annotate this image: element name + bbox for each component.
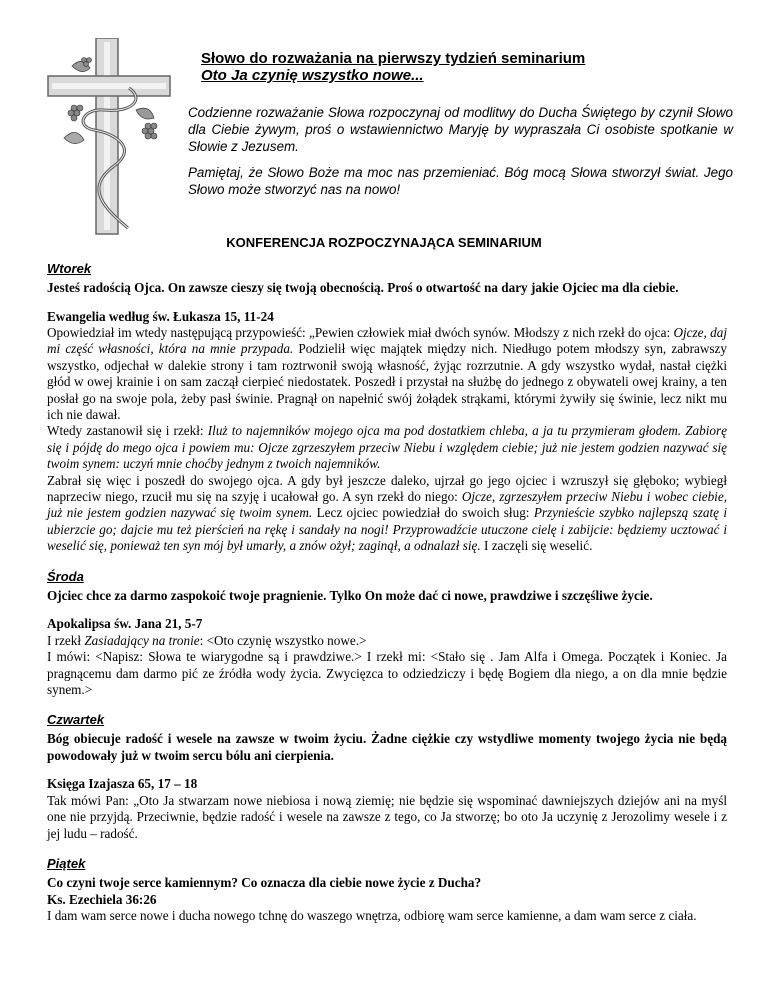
scripture-reference: Ewangelia według św. Łukasza 15, 11-24	[47, 308, 274, 324]
day-lead: Bóg obiecuje radość i wesele na zawsze w twoim życiu. Żadne ciężkie czy wstydliwe momenty twojego życia nie będą powodowały już w twoim sercu bólu ani cierpienia.	[47, 731, 727, 763]
text-run: Podzielił więc majątek między nich. Niedługo potem młodszy syn, zabrawszy wszystko, odjechał w dalekie strony i tam roztrwonił swoją własność, żyjąc rozrzutnie. A gdy wszystko wydał, nastał ciężki głód w owej krainie i on sam zaczął cierpieć niedostatek. Poszedł i przystał na służbę do jednego z obywateli owej krainy, a ten posłał go na swoje pola, żeby pasł świnie. Pragnął on napełnić swój żołądek strąkami, którymi żywiły się świnie, lecz nikt mu ich nie dawał.	[47, 341, 727, 423]
day-heading: Wtorek	[47, 261, 92, 276]
day-lead: Co czyni twoje serce kamiennym? Co oznacza dla ciebie nowe życie z Ducha?	[47, 875, 482, 891]
day-heading: Środa	[47, 568, 84, 584]
scripture-text	[47, 325, 727, 555]
scripture-text	[47, 793, 727, 842]
scripture-text	[47, 908, 727, 924]
day-section-tuesday	[47, 261, 727, 555]
scripture-paragraph: Tak mówi Pan: „Oto Ja stwarzam nowe niebiosa i nową ziemię; nie będzie się wspominać dawniejszych dziejów ani na myśl one nie przyjdą. Przeciwnie, będzie radość i wesele na zawsze z tego, co Ja stworzę; bo oto Ja uczynię z Jerozolimy wesele i z jej ludu – radość.	[47, 792, 727, 841]
scripture-reference: Księga Izajasza 65, 17 – 18	[47, 776, 198, 792]
day-heading: Czwartek	[47, 712, 105, 728]
text-run: Zabrał się więc i poszedł do swojego ojca. A gdy był jeszcze daleko, ujrzał go jego ojciec i wzruszył się głęboko; wybiegł naprzeciw niego, rzucił mu się na szyję i ucałował go. A syn rzekł do niego:	[47, 472, 727, 505]
document-subtitle: Oto Ja czynię wszystko nowe...	[201, 67, 424, 84]
conference-heading: KONFERENCJA ROZPOCZYNAJĄCA SEMINARIUM	[226, 235, 542, 250]
day-section-thursday	[47, 712, 727, 842]
text-run-italic: Ojcze, zgrzeszyłem przeciw Niebu i wobec ciebie, już nie jestem godzien nazywać się twoim synem.	[47, 489, 727, 521]
scripture-text	[47, 633, 727, 699]
text-run: Lecz ojciec powiedział do swoich sług:	[312, 505, 534, 521]
day-section-wednesday	[47, 569, 727, 699]
scripture-paragraph	[47, 325, 727, 423]
text-run-italic: Ojcze, daj mi część własności, która na mnie przypada.	[47, 325, 727, 357]
day-section-friday	[47, 856, 727, 924]
scripture-reference: Ks. Ezechiela 36:26	[47, 891, 157, 907]
scripture-reference: Apokalipsa św. Jana 21, 5-7	[47, 616, 203, 632]
scripture-paragraph	[47, 423, 727, 472]
day-lead: Ojciec chce za darmo zaspokoić twoje pragnienie. Tylko On może dać ci nowe, prawdziwe i szczęśliwe życie.	[47, 587, 653, 603]
weekly-readings	[47, 261, 727, 938]
scripture-paragraph: I dam wam serce nowe i ducha nowego tchnę do waszego wnętrza, odbiorę wam serce kamienne, a dam wam serce z ciała.	[47, 908, 697, 924]
text-run: Wtedy zastanowił się i rzekł:	[47, 423, 208, 439]
day-heading: Piątek	[47, 856, 86, 872]
intro-paragraph: Codzienne rozważanie Słowa rozpoczynaj od modlitwy do Ducha Świętego by czynił Słowo dla Ciebie żywym, proś o wstawiennictwo Maryję by wypraszała Ci osobiste spotkanie w Słowie z Jezusem.	[188, 105, 733, 154]
text-run: I rzekł	[47, 632, 85, 648]
text-run: : <Oto czynię wszystko nowe.>	[199, 632, 367, 648]
scripture-paragraph: I mówi: <Napisz: Słowa te wiarygodne są i prawdziwe.> I rzekł mi: <Stało się . Jam Alfa i Omega. Początek i Koniec. Ja pragnącemu dam darmo pić ze źródła wody życia. Zwycięzca to odziedziczy i będę Bogiem dla niego, a on dla mnie będzie synem.>	[47, 649, 727, 697]
text-run-italic: Zasiadający na tronie	[84, 632, 200, 648]
intro-paragraph: Pamiętaj, że Słowo Boże ma moc nas przemieniać. Bóg mocą Słowa stworzył świat. Jego Słowo może stworzyć nas na nowo!	[188, 165, 733, 197]
cross-vine-logo	[44, 38, 174, 238]
document-title: Słowo do rozważania na pierwszy tydzień seminarium	[201, 50, 586, 67]
scripture-paragraph	[47, 633, 727, 649]
text-run: I zaczęli się weselić.	[480, 538, 593, 554]
text-run: Opowiedział im wtedy następującą przypowieść: „Pewien człowiek miał dwóch synów. Młodszy z nich rzekł do ojca:	[47, 325, 674, 340]
day-lead: Jesteś radością Ojca. On zawsze cieszy się twoją obecnością. Proś o otwartość na dary jakie Ojciec ma dla ciebie.	[47, 280, 679, 295]
text-run-italic: Iluż to najemników mojego ojca ma pod dostatkiem chleba, a ja tu przymieram głodem. Zabiorę się i pójdę do mego ojca i powiem mu: Ojcze zgrzeszyłem przeciw Niebu i względem ciebie; już nie jestem godzien nazywać się twoim synem: uczyń mnie choćby jednym z twoich najemników.	[47, 423, 727, 472]
text-run-italic: Przynieście szybko najlepszą szatę i ubierzcie go; dajcie mu też pierścień na rękę i sandały na nogi! Przyprowadźcie utuczone cielę i zabijcie: będziemy ucztować i weselić się, ponieważ ten syn mój był umarły, a znów ożył; zaginął, a odnalazł się.	[47, 505, 728, 554]
scripture-paragraph	[47, 473, 727, 555]
